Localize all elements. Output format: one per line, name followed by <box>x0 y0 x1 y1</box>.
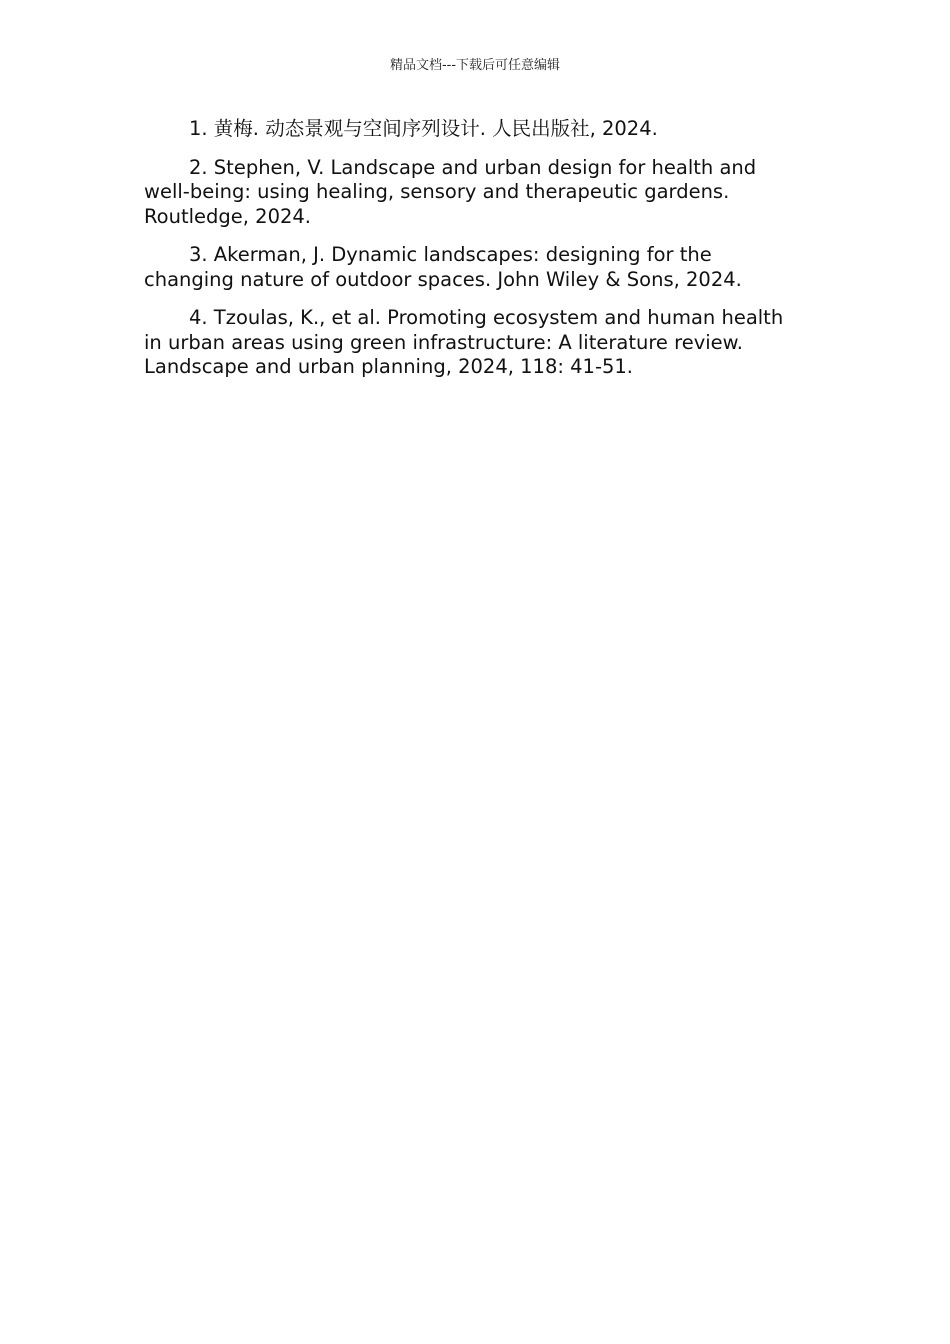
reference-item-1: 1. 黄梅. 动态景观与空间序列设计. 人民出版社, 2024. <box>189 117 658 140</box>
reference-item-4: 4. Tzoulas, K., et al. Promoting ecosystem and human health in urban areas using green infrastructure: A literature review. Landscape and urban planning, 2024, 118: 41-51. <box>144 306 784 378</box>
reference-item-3: 3. Akerman, J. Dynamic landscapes: designing for the changing nature of outdoor spaces. John Wiley & Sons, 2024. <box>144 243 742 291</box>
page-header: 精品文档---下载后可任意编辑 <box>389 58 561 73</box>
reference-list <box>144 117 804 394</box>
reference-item-2: 2. Stephen, V. Landscape and urban design for health and well-being: using healing, sensory and therapeutic gardens. Routledge, 2024. <box>144 155 757 228</box>
